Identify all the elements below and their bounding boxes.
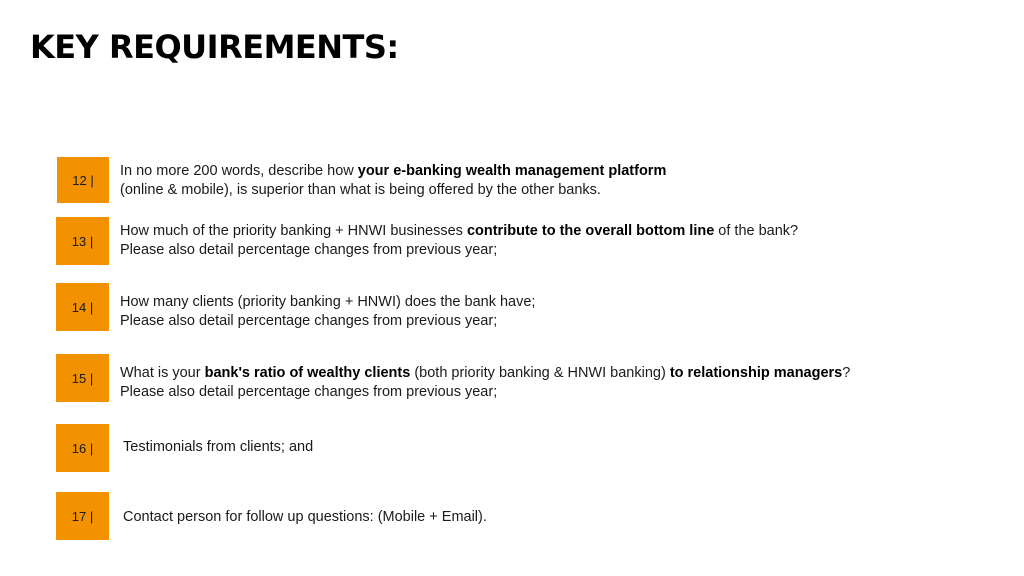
requirement-emphasis: contribute to the overall bottom line <box>466 223 715 239</box>
requirement-item-12 <box>0 157 1024 205</box>
requirement-line-1: How much of the priority banking + HNWI businesses contribute to the overall bottom line of the bank? <box>120 223 799 239</box>
requirement-emphasis: your e-banking wealth management platform <box>357 163 667 179</box>
requirement-text <box>120 364 1000 402</box>
requirement-text <box>120 162 1000 200</box>
requirement-item-14 <box>0 283 1024 331</box>
requirement-text: Testimonials from clients; and <box>123 439 314 455</box>
requirement-line-2: Please also detail percentage changes from previous year; <box>120 242 498 258</box>
requirement-text: Contact person for follow up questions: (Mobile + Email). <box>123 509 487 525</box>
requirement-number-badge: 12 | <box>57 157 109 203</box>
requirement-item-15 <box>0 354 1024 402</box>
requirement-item-16 <box>0 424 1024 472</box>
requirement-emphasis-2: to relationship managers <box>669 365 843 381</box>
requirement-number-badge: 15 | <box>56 354 109 402</box>
requirement-line-1: What is your bank's ratio of wealthy clients (both priority banking & HNWI banking) to relationship managers? <box>120 365 851 381</box>
requirement-line-1: In no more 200 words, describe how your e-banking wealth management platform <box>120 163 667 179</box>
requirement-line-1: How many clients (priority banking + HNWI) does the bank have; <box>120 294 536 310</box>
requirement-line-2: (online & mobile), is superior than what is being offered by the other banks. <box>120 182 601 198</box>
requirement-item-13 <box>0 217 1024 265</box>
requirement-text <box>120 293 1000 331</box>
requirement-line-2: Please also detail percentage changes from previous year; <box>120 313 498 329</box>
requirement-number-badge: 13 | <box>56 217 109 265</box>
requirement-item-17 <box>0 492 1024 540</box>
requirement-number-badge: 16 | <box>56 424 109 472</box>
requirement-line-2: Please also detail percentage changes from previous year; <box>120 384 498 400</box>
requirement-number-badge: 14 | <box>56 283 109 331</box>
requirement-text <box>120 222 1000 260</box>
requirement-number-badge: 17 | <box>56 492 109 540</box>
slide-title: KEY REQUIREMENTS: <box>30 28 399 66</box>
requirement-emphasis: bank's ratio of wealthy clients <box>204 365 411 381</box>
